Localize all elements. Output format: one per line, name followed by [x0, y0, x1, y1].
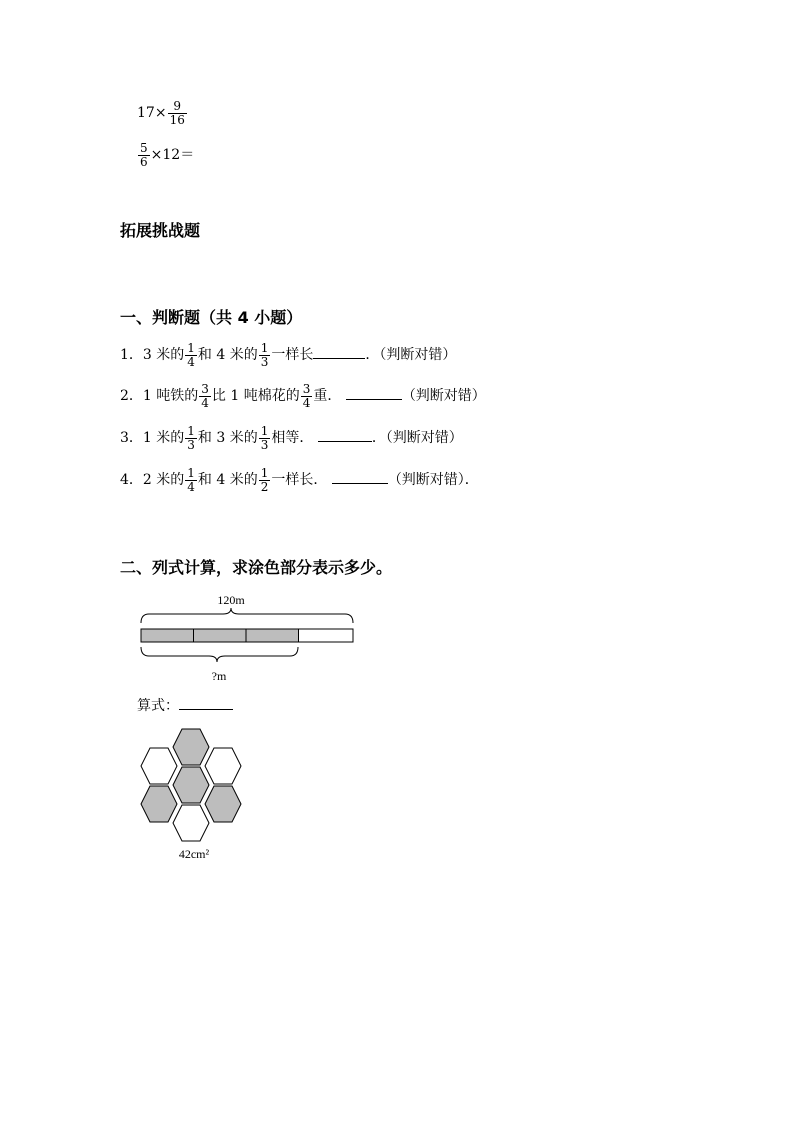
hex-center — [173, 767, 209, 803]
bar-segment-4 — [299, 629, 354, 642]
fraction: $\frac{9}{16}$ — [169, 99, 185, 127]
bar-segment-3 — [246, 629, 299, 642]
hex-lower-left — [141, 786, 177, 822]
formula-blank[interactable] — [179, 697, 233, 710]
section-title: 拓展挑战题 — [120, 221, 201, 240]
area-label: 42cm² — [178, 847, 210, 861]
hex-top — [173, 729, 209, 765]
judge-item-1: 1．3 米的 $\frac{1}{4}$ 和 4 米的 $\frac{1}{3}$ 一样长 ．（判断对错） — [120, 341, 457, 369]
total-label: 120m — [217, 593, 245, 607]
hex-upper-left — [141, 748, 177, 784]
formula-line — [137, 697, 233, 713]
answer-blank[interactable] — [346, 387, 402, 400]
answer-blank[interactable] — [313, 346, 365, 359]
judge-item-3: 3．1 米的 $\frac{1}{3}$ 和 3 米的 $\frac{1}{3}$ 相等． ．（判断对错） — [120, 424, 463, 452]
bar-segment-1 — [141, 629, 194, 642]
top-brace — [141, 608, 353, 623]
hex-lower-right — [205, 786, 241, 822]
fraction: $\frac{5}{6}$ — [140, 141, 148, 169]
answer-blank[interactable] — [318, 429, 372, 442]
hexagon-figure — [136, 723, 256, 863]
hex-bottom — [173, 805, 209, 841]
unknown-label: ?m — [211, 669, 227, 683]
formula-label: 算式： — [137, 698, 179, 714]
hex-upper-right — [205, 748, 241, 784]
calc-heading: 二、列式计算，求涂色部分表示多少。 — [120, 558, 393, 577]
bottom-brace — [141, 647, 298, 662]
judge-item-4: 4．2 米的 $\frac{1}{4}$ 和 4 米的 $\frac{1}{2}$ 一样长． （判断对错）． — [120, 466, 479, 494]
judge-heading: 一、判断题（共 4 小题） — [120, 308, 303, 327]
bar-segment-2 — [194, 629, 247, 642]
expression-2: $\frac{5}{6}$ ×12＝ — [140, 141, 195, 169]
judge-item-2: 2．1 吨铁的 $\frac{3}{4}$ 比 1 吨棉花的 $\frac{3}{4}$ 重． （判断对错） — [120, 382, 486, 410]
expression-1: 17× $\frac{9}{16}$ — [137, 99, 185, 127]
bar-diagram — [135, 590, 365, 685]
answer-blank[interactable] — [332, 471, 388, 484]
